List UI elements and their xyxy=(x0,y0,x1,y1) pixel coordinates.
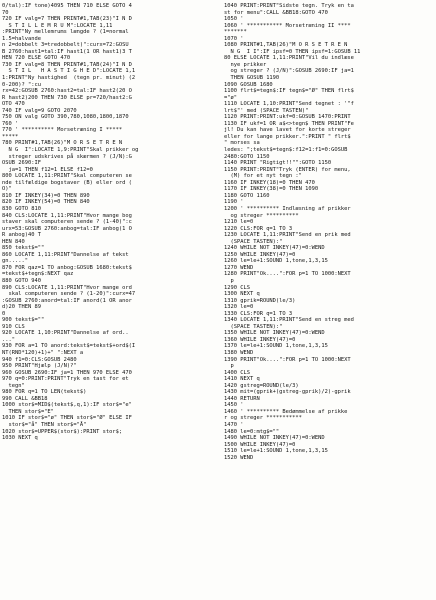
code-line: 1340 LOCATE 1,11:PRINT"Send en streg med xyxy=(224,317,354,324)
code-line: 1370 le=le+1:SOUND 1,tone,1,3,15 xyxy=(224,343,328,350)
code-line: 1160 IF INKEY(18)=0 THEN 470 xyxy=(224,179,315,186)
code-line: jl! Du kan have lavet for korte streger xyxy=(224,127,351,134)
code-line: 0/tal):IF tone)4095 THEN 710 ELSE GOTO 4 xyxy=(2,3,132,9)
code-line: 1470 ' xyxy=(224,422,244,428)
code-line: p xyxy=(224,363,234,370)
code-line: 890 CLS:LOCATE 1,11:PRINT"Hvor mange ord xyxy=(2,284,132,291)
code-line: 1320 le=0 xyxy=(224,304,254,311)
listing-column-left xyxy=(2,3,216,442)
code-line: ja=1 THEN f12=1 ELSE f12=0 xyxy=(2,166,93,173)
code-line: ***** xyxy=(2,133,19,140)
code-line: skal computeren sende ? (1-20)":curx=47 xyxy=(2,291,136,298)
code-line: 870 FOR qaz=1 TO anbog:GOSUB 1680:tekst$ xyxy=(2,264,132,271)
code-line: 0 xyxy=(2,310,6,317)
code-line: 1230 LOCATE 1,11:PRINT"Send en prik med xyxy=(224,232,351,239)
code-line: 1020 stor$=UPPER$(stor$):PRINT stor$; xyxy=(2,428,123,435)
code-line: urx=53:GOSUB 2760:anbog=tal:IF anbog(1 O xyxy=(2,225,132,232)
code-line: 0-200)? ":cu xyxy=(2,81,41,88)
code-line: 880 GOTO 940 xyxy=(2,277,41,284)
code-line: gn....." xyxy=(2,258,28,265)
code-line: 1350 WHILE NOT INKEY(47)=0:WEND xyxy=(224,330,325,337)
code-line: :PRINT"Ny mellemrums længde ? (1=normal xyxy=(2,29,129,36)
code-line: 800 LOCATE 1,11:PRINT"Skal computeren se xyxy=(2,173,132,180)
code-line: 80 ELSE LOCATE 1,11:PRINT"Vil du indlæse xyxy=(224,55,354,62)
code-line: 1520 WEND xyxy=(224,454,254,461)
code-line: 740 IF valg=9 GOTO 2070 xyxy=(2,107,77,114)
code-line: OSUB 2690:IF xyxy=(2,160,41,167)
listing-column-right xyxy=(224,3,434,461)
code-line: 1060 ' *********** Morsetræning II **** xyxy=(224,22,351,29)
code-line: 1:PRINT"Ny hastighed (tegn pr. minut) (2 xyxy=(2,75,136,82)
code-line: R hast2)200 THEN 730 ELSE pr=720/hast2:G xyxy=(2,94,132,101)
code-line: THEN stor$="E" xyxy=(2,408,54,415)
code-line: 1260 le=le+1:SOUND 1,tone,1,3,15 xyxy=(224,258,328,265)
code-line: O)" xyxy=(2,186,12,193)
code-line: 960 GOSUB 2690:IF ja=1 THEN 970 ELSE 470 xyxy=(2,369,132,376)
code-line: n 2=dobbelt 3=tredobbelt)":curx=72:GOSU xyxy=(2,42,129,49)
code-line: ******* xyxy=(224,29,247,36)
code-line: NT(RND*120)+1)+" ":NEXT a xyxy=(2,349,84,356)
code-line: :GOSUB 2760:anord=tal:IF anord(1 OR anor xyxy=(2,297,132,304)
code-line: 810 IF INKEY(34)=0 THEN 890 xyxy=(2,192,90,199)
code-line: 820 IF INKEY(54)=0 THEN 840 xyxy=(2,199,90,206)
code-line: 1210 le=0 xyxy=(224,219,254,226)
code-line: 1450 ' xyxy=(224,402,244,409)
code-line: 1300 NEXT q xyxy=(224,291,260,298)
code-line: 1380 WEND xyxy=(224,349,254,356)
code-line: ..." xyxy=(2,336,15,343)
code-line: S T I L H A S T I G H E D":LOCATE 1,1 xyxy=(2,68,136,75)
code-line: st for menu":CALL &BB18:GOTO 470 xyxy=(224,9,328,16)
code-line: N G I":LOCATE 1,9:PRINT"Skal prikker og xyxy=(2,147,139,154)
code-line: 1080 PRINT#1,TAB(26)"M O R S E T R E N xyxy=(224,42,348,49)
code-line: 1070 ' xyxy=(224,35,244,42)
code-line: S T I L L E M R U M":LOCATE 1,11 xyxy=(2,22,113,29)
code-line: 950 PRINT"Hjælp (J/N)?" xyxy=(2,363,77,370)
code-line: 1240 WHILE NOT INKEY(47)=0:WEND xyxy=(224,245,325,252)
code-line: 1400 CLS xyxy=(224,369,250,376)
code-line: HEN 720 ELSE GOTO 470 xyxy=(2,55,71,62)
code-line: 750 ON valg GOTO 390,780,1080,1800,1870 xyxy=(2,114,129,121)
code-line: " morses sa xyxy=(224,140,260,147)
code-line: (M) for et nyt tegn :" xyxy=(224,173,302,180)
code-line: 1000 stor$=MID$(tekst$,q,1):IF stor$="e" xyxy=(2,402,132,409)
code-line: 900 tekst$="" xyxy=(2,317,45,324)
code-line: eller for lange prikker.":PRINT " flrt$ xyxy=(224,133,351,140)
code-line: tegn" xyxy=(2,382,25,389)
code-line: 1270 WEND xyxy=(224,264,254,271)
code-line: nye prikker xyxy=(224,61,267,68)
code-line: 1220 CLS:FOR q=1 TO 3 xyxy=(224,225,293,232)
code-line: 850 tekst$="" xyxy=(2,245,45,252)
code-line: ledes: ";tekst$=tegn$:f12=1:f1=0:GOSUB xyxy=(224,147,348,154)
code-line: 1040 PRINT:PRINT"Sidste tegn. Tryk en ta xyxy=(224,3,354,9)
code-line: 1170 IF INKEY(38)=0 THEN 1090 xyxy=(224,186,319,193)
code-line: 1310 gprik=ROUND(le/3) xyxy=(224,297,296,304)
code-line: 1010 IF stor$="ø" THEN stor$="Ø" ELSE IF xyxy=(2,415,132,422)
code-line: (SPACE TASTEN):" xyxy=(224,323,283,330)
code-line: r og streger *********** xyxy=(224,415,302,422)
code-line: OTO 470 xyxy=(2,101,25,108)
code-line: 760 ' xyxy=(2,120,19,127)
code-line: 1.5=halvande xyxy=(2,35,41,42)
code-line: 1100 flrt$=tegn$:IF tegn$="Ø" THEN flrt$ xyxy=(224,88,354,95)
code-line: 1460 ' ********** Bedømmelse af prikke xyxy=(224,408,348,415)
code-line: 1050 ' xyxy=(224,16,244,23)
code-line: ="ø" xyxy=(224,94,237,101)
code-line: rx=42:GOSUB 2760:hast2=tal:IF hast2(20 O xyxy=(2,88,132,95)
code-line: 1110 LOCATE 1,10:PRINT"Send tegnet : '"f xyxy=(224,101,354,108)
code-line: 1280 PRINT"Ok....":FOR p=1 TO 1000:NEXT xyxy=(224,271,351,278)
code-line: 940 f1=0:CLS:GOSUB 2480 xyxy=(2,356,77,363)
code-line: 1290 CLS xyxy=(224,284,250,291)
code-line: HEN 840 xyxy=(2,238,25,245)
code-line: 1200 ' ********** Indlæsning af prikker xyxy=(224,205,351,212)
code-line: 920 LOCATE 1,10:PRINT"Dannelse af ord.. xyxy=(2,330,129,337)
code-line: 1330 CLS:FOR q=1 TO 3 xyxy=(224,310,293,317)
code-line: nde tilfældige bogstaver (B) eller ord ( xyxy=(2,179,132,186)
code-line: 730 IF valg=8 THEN PRINT#1,TAB(24)"I N D xyxy=(2,61,132,68)
code-line: 780 PRINT#1,TAB(26)"M O R S E T R E N xyxy=(2,140,123,147)
code-line: THEN GOSUB 1190 xyxy=(224,75,280,82)
code-line: 860 LOCATE 1,11:PRINT"Dannelse af tekst xyxy=(2,251,129,258)
code-line: 840 CLS:LOCATE 1,11:PRINT"Hvor mange bog xyxy=(2,212,132,219)
code-line: streger udskrives på skærmen ? (J/N):G xyxy=(2,153,132,160)
code-line: 1480 le=0:mtg$="" xyxy=(224,428,280,435)
code-line: lrt$"' med (SPACE TASTEN)" xyxy=(224,107,309,114)
code-line: 1180 GOTO 1160 xyxy=(224,192,270,199)
code-line: 720 IF valg=7 THEN PRINT#1,TAB(23)"I N D xyxy=(2,16,132,23)
code-line: 990 CALL &BB18 xyxy=(2,395,48,402)
code-line: 1510 le=le+1:SOUND 1,tone,1,3,15 xyxy=(224,448,328,455)
code-line: 1150 PRINT:PRINT"Tryk (ENTER) for menu, xyxy=(224,166,351,173)
code-line: 1360 WHILE INKEY(47)=0 xyxy=(224,336,296,343)
code-line: =tekst$+tegn$:NEXT qaz xyxy=(2,271,74,278)
code-line: 1430 mit=(gprik+(gstreg-gprik)/2)-gprik xyxy=(224,389,351,396)
code-line: 70 xyxy=(2,9,9,16)
code-line: stor$="å" THEN stor$="Å" xyxy=(2,422,87,428)
code-line: B 2760:hast1=tal:IF hast1(1 OR hast1)3 T xyxy=(2,48,132,55)
code-line: p xyxy=(224,277,234,284)
code-line: 830 GOTO 810 xyxy=(2,205,41,212)
code-line: 1090 GOSUB 1680 xyxy=(224,81,273,88)
code-line: 1440 RETURN xyxy=(224,395,260,402)
code-line: 2480:GOTO 1150 xyxy=(224,153,270,160)
code-line: 1030 NEXT q xyxy=(2,435,38,442)
code-line: 1410 NEXT q xyxy=(224,376,260,383)
code-line: 1190 ' xyxy=(224,199,244,206)
code-line: 1390 PRINT"Ok....":FOR p=1 TO 1000:NEXT xyxy=(224,356,351,363)
code-line: 1130 IF ukf=1 OR a$<>tegn$ THEN PRINT"Fe xyxy=(224,120,354,127)
code-line: 910 CLS xyxy=(2,323,25,330)
code-line: og streger ? (J/N)":GOSUB 2690:IF ja=1 xyxy=(224,68,354,75)
code-line: 970 q=0:PRINT:PRINT"Tryk en tast for et xyxy=(2,376,129,383)
code-line: 1140 PRINT "Rigtigt!!"":GOTO 1150 xyxy=(224,160,332,167)
code-line: 770 ' ********** Morsetræning I ***** xyxy=(2,127,123,134)
code-line: 930 FOR a=1 TO anord:tekst$=tekst$+ord$(I xyxy=(2,343,136,350)
code-line: d)20 THEN 89 xyxy=(2,304,41,311)
code-line: R anbog)40 T xyxy=(2,232,41,239)
code-line: og streger ********** xyxy=(224,212,299,219)
code-line: staver skal computeren sende ? (1-40)":c xyxy=(2,219,132,226)
code-line: 1420 gstreg=ROUND(le/3) xyxy=(224,382,299,389)
code-line: 1120 PRINT:PRINT:ukf=0:GOSUB 1470:PRINT xyxy=(224,114,351,121)
code-line: 980 FOR q=1 TO LEN(tekst$) xyxy=(2,389,87,396)
code-line: 1250 WHILE INKEY(47)=0 xyxy=(224,251,296,258)
code-line: 1490 WHILE NOT INKEY(47)=0:WEND xyxy=(224,435,325,442)
code-line: (SPACE TASTEN):" xyxy=(224,238,283,245)
code-line: 1500 WHILE INKEY(47)=0 xyxy=(224,441,296,448)
code-line: N G I I":IF ipsf=0 THEN ipsf=1:GOSUB 11 xyxy=(224,48,361,55)
